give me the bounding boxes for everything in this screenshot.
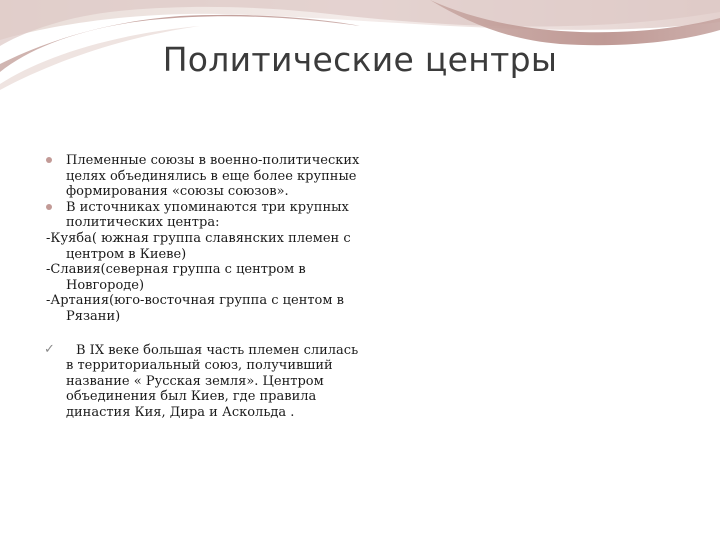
bullet-icon — [46, 204, 52, 210]
bullet-item — [46, 200, 364, 231]
check-item-text: В IX веке большая часть племен слилась в территориальный союз, получивший название « Русская земля». Центром объединения был Киев, где правила династия Кия, Дира и Аскольда . — [66, 342, 359, 420]
check-item — [46, 343, 364, 421]
dash-item: -Артания(юго-восточная группа с центом в Рязани) — [46, 293, 344, 324]
bullet-item — [46, 153, 364, 200]
bullet-text: Племенные союзы в военно-политических целях объединялись в еще более крупные формирования «союзы союзов». — [66, 153, 360, 200]
dash-item: -Куяба( южная группа славянских племен с центром в Киеве) — [46, 230, 351, 262]
bullet-icon — [46, 157, 52, 163]
bullet-text: В источниках упоминаются три крупных политических центра: — [66, 199, 349, 231]
checkmark-icon: ✓ — [44, 341, 55, 357]
slide-title: Политические центры — [162, 40, 558, 79]
slide-body — [46, 153, 364, 421]
dash-item: -Славия(северная группа с центром в Новгороде) — [46, 262, 306, 293]
